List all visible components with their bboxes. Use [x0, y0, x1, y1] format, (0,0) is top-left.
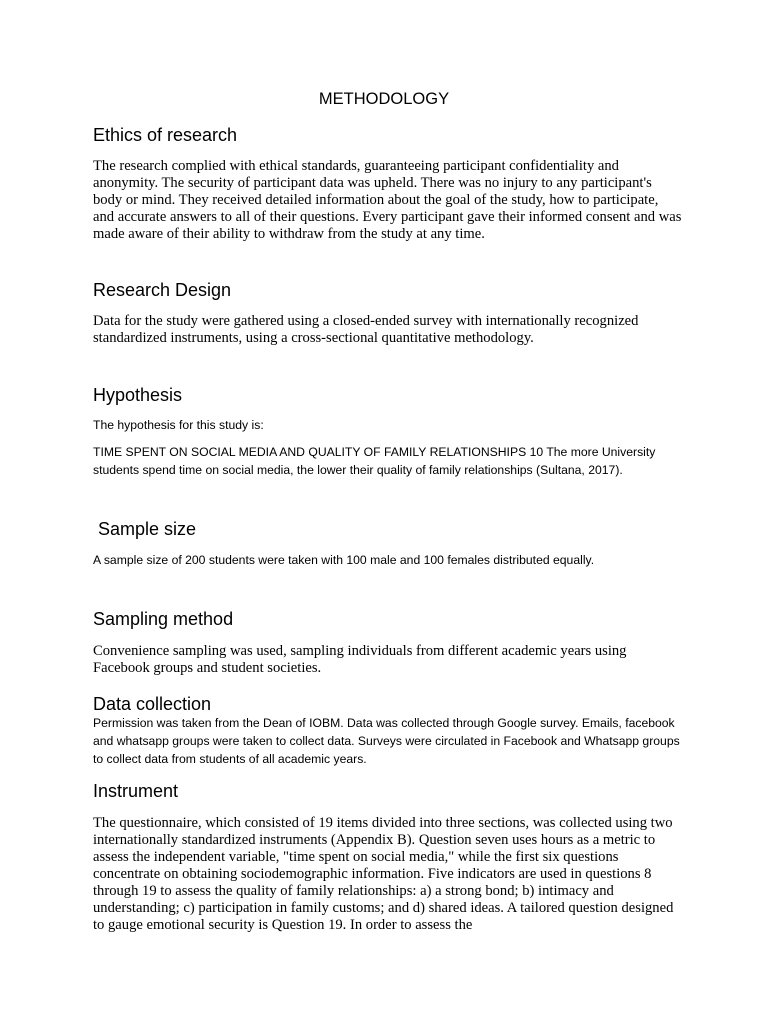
instrument-heading: Instrument — [93, 781, 179, 801]
sample-size-heading: Sample size — [93, 519, 197, 539]
data-collection-paragraph: Permission was taken from the Dean of IOBM. Data was collected through Google survey. Emails, facebook and whatsapp groups were taken to collect data. Surveys were circulated in Facebook and Whatsapp groups to collect data from students of all academic years. — [93, 716, 680, 766]
ethics-paragraph: The research complied with ethical standards, guaranteeing participant confidentiality and anonymity. The security of participant data was upheld. There was no injury to any participant's body or mind. They received detailed information about the goal of the study, how to participate, and accurate answers to all of their questions. Every participant gave their informed consent and was made aware of their ability to withdraw from the study at any time. — [93, 158, 682, 242]
sample-size-paragraph: A sample size of 200 students were taken with 100 male and 100 females distributed equally. — [93, 553, 595, 567]
hypothesis-statement: TIME SPENT ON SOCIAL MEDIA AND QUALITY OF FAMILY RELATIONSHIPS 10 The more University students spend time on social media, the lower their quality of family relationships (Sultana, 2017). — [93, 445, 656, 477]
hypothesis-heading: Hypothesis — [93, 385, 183, 405]
data-collection-heading: Data collection — [93, 694, 212, 714]
research-design-heading: Research Design — [93, 280, 232, 300]
ethics-heading: Ethics of research — [93, 125, 238, 145]
page-title: METHODOLOGY — [318, 90, 450, 108]
hypothesis-intro: The hypothesis for this study is: — [93, 418, 264, 432]
instrument-paragraph: The questionnaire, which consisted of 19 items divided into three sections, was collected using two internationally standardized instruments (Appendix B). Question seven uses hours as a metric to assess the independent variable, "time spent on social media," while the first six questions concentrate on obtaining sociodemographic information. Five indicators are used in questions 8 through 19 to assess the quality of family relationships: a) a strong bond; b) intimacy and understanding; c) participation in family customs; and d) shared ideas. A tailored question designed to gauge emotional security is Question 19. In order to assess the — [93, 815, 674, 933]
research-design-paragraph: Data for the study were gathered using a closed-ended survey with internationally recognized standardized instruments, using a cross-sectional quantitative methodology. — [93, 313, 639, 346]
sampling-method-heading: Sampling method — [93, 609, 234, 629]
sampling-method-paragraph: Convenience sampling was used, sampling individuals from different academic years using Facebook groups and student societies. — [93, 643, 627, 676]
